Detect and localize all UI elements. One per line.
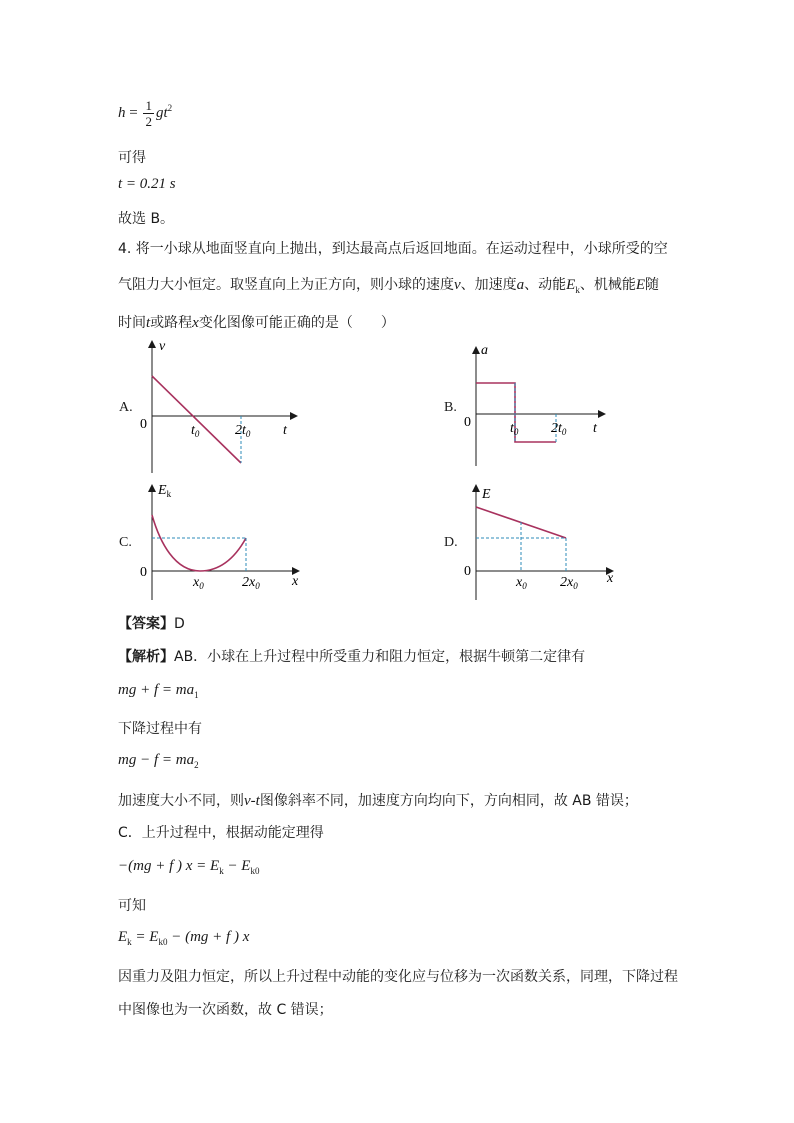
analysis-line-7: 中图像也为一次函数，故 C 错误；	[118, 1002, 333, 1018]
option-b-label[interactable]: B.	[444, 400, 457, 415]
option-c-label[interactable]: C.	[119, 535, 132, 550]
arrow-y	[472, 346, 480, 354]
tick-x0: $x_0$	[193, 575, 204, 591]
origin-label: 0	[140, 417, 147, 432]
tick-2t0: $2t_0$	[551, 421, 567, 437]
tick-2x0: $2x_0$	[242, 575, 260, 591]
y-label: $E_k$	[158, 483, 172, 499]
arrow-y	[148, 340, 156, 348]
analysis-tag: 【解析】	[118, 649, 174, 665]
equation-4: $E_k = E_{k0} - (mg + f$ ) x	[118, 929, 250, 947]
formula-t: t = 0.21 s	[118, 176, 176, 192]
x-label: x	[607, 571, 614, 586]
equation-1: mg + $f = ma_1$	[118, 682, 199, 700]
option-d-label[interactable]: D.	[444, 535, 458, 550]
x-label: t	[593, 421, 597, 436]
x-label: t	[283, 423, 287, 438]
question-line-1: 4. 将一小球从地面竖直向上抛出，到达最高点后返回地面。在运动过程中，小球所受的空	[118, 241, 668, 257]
formula-h: h = $\frac{1}{2}$ $gt^2$	[118, 98, 173, 129]
origin-label: 0	[464, 564, 471, 579]
tick-2x0: $2x_0$	[560, 575, 578, 591]
graph-d	[462, 478, 622, 608]
y-label: v	[159, 339, 166, 354]
fraction: $\frac{1}{2}$	[145, 98, 152, 129]
option-a-label[interactable]: A.	[119, 400, 133, 415]
analysis-line-6: 因重力及阻力恒定，所以上升过程中动能的变化应与位移为一次函数关系，同理，下降过程	[118, 969, 678, 985]
analysis-line-3: 加速度大小不同，则v-t图像斜率不同，加速度方向均向下，方向相同，故 AB 错误；	[118, 793, 638, 809]
arrow-x	[598, 410, 606, 418]
answer-value: D	[174, 616, 185, 632]
question-line-3: 时间t或路程x变化图像可能正确的是（ ）	[118, 315, 395, 331]
origin-label: 0	[140, 565, 147, 580]
text-choose-b: 故选 B。	[118, 211, 175, 227]
analysis-line-1: 【解析】AB．小球在上升过程中所受重力和阻力恒定，根据牛顿第二定律有	[118, 649, 586, 665]
curve-v	[152, 376, 241, 463]
arrow-y	[148, 484, 156, 492]
y-label: E	[482, 487, 491, 502]
graph-b	[462, 338, 612, 473]
analysis-line-2: 下降过程中有	[118, 721, 202, 737]
curve-ek	[152, 515, 246, 571]
tick-t0: $t_0$	[191, 423, 200, 439]
arrow-x	[290, 412, 298, 420]
answer-tag: 【答案】	[118, 616, 174, 632]
x-label: x	[292, 574, 299, 589]
y-label: a	[481, 343, 488, 358]
origin-label: 0	[464, 415, 471, 430]
tick-2t0: $2t_0$	[235, 423, 251, 439]
graph-c	[140, 478, 305, 608]
question-line-2: 气阻力大小恒定。取竖直向上为正方向，则小球的速度v、加速度a、动能$E_k$、机械能E随	[118, 277, 660, 295]
analysis-line-5: 可知	[118, 898, 146, 914]
tick-x0: $x_0$	[516, 575, 527, 591]
graph-a	[140, 338, 300, 478]
text-kede: 可得	[118, 150, 146, 166]
equation-2: mg − $f = ma_2$	[118, 752, 199, 770]
tick-t0: $t_0$	[510, 421, 519, 437]
arrow-y	[472, 484, 480, 492]
analysis-line-4: C．上升过程中，根据动能定理得	[118, 825, 324, 841]
equation-3: −(mg + f ) $x = E_k - E_{k0}$	[118, 858, 260, 876]
answer	[118, 613, 185, 633]
